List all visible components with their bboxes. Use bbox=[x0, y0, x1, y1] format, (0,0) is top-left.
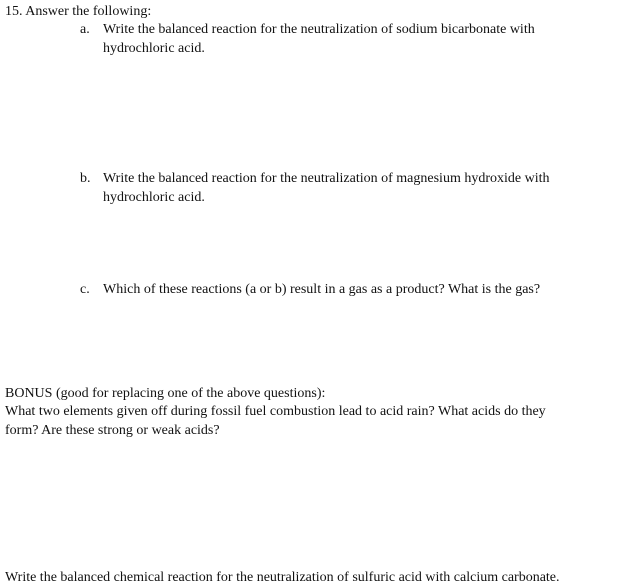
final-prompt: Write the balanced chemical reaction for the neutralization of sulfuric acid with calcium carbonate. bbox=[5, 570, 560, 585]
part-b-text-line-1: Write the balanced reaction for the neutralization of magnesium hydroxide with bbox=[103, 171, 550, 186]
bonus-text-line-2: form? Are these strong or weak acids? bbox=[5, 423, 220, 438]
bonus-heading: BONUS (good for replacing one of the above questions): bbox=[5, 386, 326, 401]
part-b-text-line-2: hydrochloric acid. bbox=[103, 190, 205, 205]
part-a-marker: a. bbox=[80, 22, 90, 37]
part-c-marker: c. bbox=[80, 282, 90, 297]
question-title: 15. Answer the following: bbox=[5, 4, 152, 19]
part-a-text-line-2: hydrochloric acid. bbox=[103, 41, 205, 56]
part-a-text-line-1: Write the balanced reaction for the neutralization of sodium bicarbonate with bbox=[103, 22, 535, 37]
part-b-marker: b. bbox=[80, 171, 91, 186]
bonus-text-line-1: What two elements given off during fossil fuel combustion lead to acid rain? What acids do they bbox=[5, 404, 546, 419]
part-c-text-line-1: Which of these reactions (a or b) result in a gas as a product? What is the gas? bbox=[103, 282, 541, 297]
